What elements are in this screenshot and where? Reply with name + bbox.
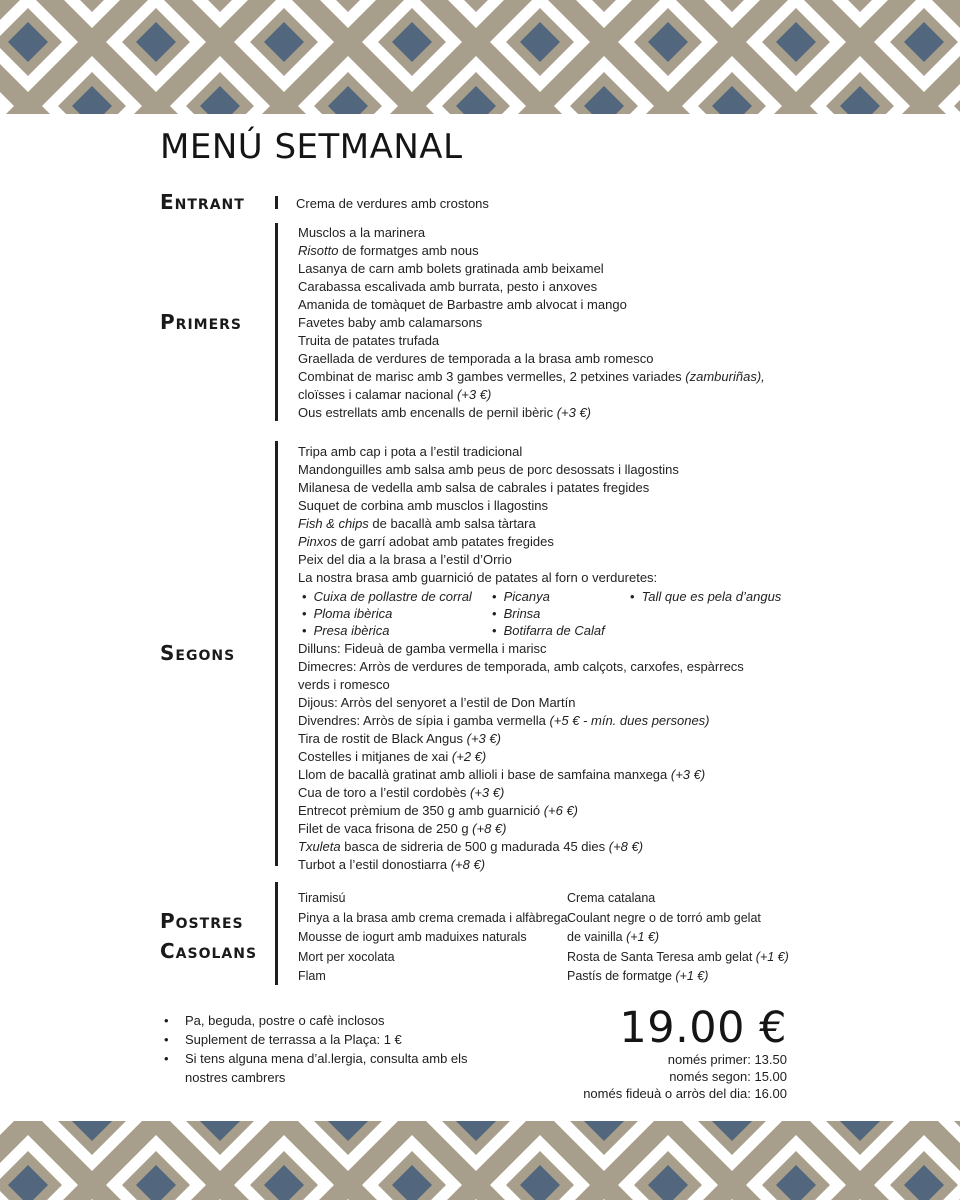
menu-item: Pinxos de garrí adobat amb patates fregides	[298, 534, 554, 549]
section-heading-postres-line2: Casolans	[160, 939, 258, 963]
brasa-option: • Brinsa	[492, 605, 630, 622]
segons-list	[298, 443, 790, 874]
menu-item: Tira de rostit de Black Angus (+3 €)	[298, 731, 501, 746]
menu-item: Costelles i mitjanes de xai (+2 €)	[298, 749, 487, 764]
top-pattern-band	[0, 0, 960, 114]
menu-item: Divendres: Arròs de sípia i gamba vermella (+5 € - mín. dues persones)	[298, 713, 710, 728]
menu-item: Cua de toro a l’estil cordobès (+3 €)	[298, 785, 505, 800]
price-option: només fideuà o arròs del dia: 16.00	[583, 1086, 787, 1101]
menu-item: Mandonguilles amb salsa amb peus de porc desossats i llagostins	[298, 462, 679, 477]
menu-item: Crema de verdures amb crostons	[296, 196, 489, 211]
menu-item: Ous estrellats amb encenalls de pernil ibèric (+3 €)	[298, 405, 592, 420]
menu-item: de vainilla (+1 €)	[567, 930, 660, 944]
price-option: només primer: 13.50	[667, 1052, 787, 1067]
menu-item: Amanida de tomàquet de Barbastre amb alvocat i mango	[298, 297, 627, 312]
brasa-option: • Presa ibèrica	[302, 622, 492, 639]
menu-item: Mousse de iogurt amb maduixes naturals	[298, 930, 527, 944]
menu-item: Lasanya de carn amb bolets gratinada amb beixamel	[298, 261, 604, 276]
menu-item: Fish & chips de bacallà amb salsa tàrtara	[298, 516, 536, 531]
section-divider	[275, 441, 278, 866]
menu-item: Filet de vaca frisona de 250 g (+8 €)	[298, 821, 507, 836]
section-divider	[275, 882, 278, 985]
menu-item: verds i romesco	[298, 677, 390, 692]
section-divider	[275, 196, 278, 209]
menu-item: Musclos a la marinera	[298, 225, 426, 240]
section-divider	[275, 223, 278, 421]
brasa-option: • Ploma ibèrica	[302, 605, 492, 622]
section-heading-primers: Primers	[160, 310, 243, 334]
menu-item: Carabassa escalivada amb burrata, pesto i anxoves	[298, 279, 598, 294]
section-heading-entrant: Entrant	[160, 190, 245, 214]
primers-list	[298, 224, 765, 422]
menu-price: 19.00 €	[619, 1003, 787, 1053]
price-options	[583, 1051, 787, 1102]
geometric-pattern	[0, 1121, 960, 1200]
menu-item: Turbot a l’estil donostiarra (+8 €)	[298, 857, 486, 872]
page-title: MENÚ SETMANAL	[160, 127, 463, 167]
menu-item: Llom de bacallà gratinat amb allioli i base de samfaina manxega (+3 €)	[298, 767, 706, 782]
menu-item: Tiramisú	[298, 891, 346, 905]
menu-item: Dijous: Arròs del senyoret a l’estil de Don Martín	[298, 695, 576, 710]
menu-item: Pinya a la brasa amb crema cremada i alfàbrega	[298, 910, 568, 925]
bottom-pattern-band	[0, 1121, 960, 1200]
menu-item: cloïsses i calamar nacional (+3 €)	[298, 387, 492, 402]
menu-item: Txuleta basca de sidreria de 500 g madurada 45 dies (+8 €)	[298, 839, 644, 854]
brasa-option: • Botifarra de Calaf	[492, 622, 630, 639]
menu-item: Combinat de marisc amb 3 gambes vermelles, 2 petxines variades (zamburiñas),	[298, 369, 765, 384]
brasa-options	[302, 588, 790, 639]
menu-item: Flam	[298, 969, 326, 983]
menu-item: Dilluns: Fideuà de gamba vermella i marisc	[298, 641, 547, 656]
menu-item: Pastís de formatge (+1 €)	[567, 969, 709, 983]
note-item: • Si tens alguna mena d’al.lergia, consulta amb els nostres cambrers	[162, 1049, 502, 1087]
menu-item: Risotto de formatges amb nous	[298, 243, 479, 258]
price-option: només segon: 15.00	[669, 1069, 787, 1084]
menu-item: Tripa amb cap i pota a l’estil tradicional	[298, 444, 523, 459]
menu-item: Graellada de verdures de temporada a la brasa amb romesco	[298, 351, 654, 366]
menu-item: Dimecres: Arròs de verdures de temporada, amb calçots, carxofes, espàrrecs	[298, 659, 744, 674]
postres-column-2	[567, 889, 789, 987]
menu-item: Milanesa de vedella amb salsa de cabrales i patates fregides	[298, 480, 650, 495]
menu-item: Favetes baby amb calamarsons	[298, 315, 483, 330]
menu-item: Coulant negre o de torró amb gelat	[567, 910, 761, 925]
section-heading-segons: Segons	[160, 641, 236, 665]
geometric-pattern	[0, 0, 960, 114]
note-item: • Suplement de terrassa a la Plaça: 1 €	[162, 1030, 502, 1049]
menu-item: Entrecot prèmium de 350 g amb guarnició (+6 €)	[298, 803, 579, 818]
brasa-option: • Tall que es pela d’angus	[630, 588, 790, 605]
postres-column-1	[298, 889, 568, 987]
brasa-option: • Picanya	[492, 588, 630, 605]
section-heading-postres-line1: Postres	[160, 909, 244, 933]
info-notes	[162, 1011, 502, 1087]
note-item: • Pa, beguda, postre o cafè inclosos	[162, 1011, 502, 1030]
menu-item: Mort per xocolata	[298, 949, 395, 964]
menu-item: Suquet de corbina amb musclos i llagostins	[298, 498, 549, 513]
menu-item: Crema catalana	[567, 891, 656, 905]
menu-item: Peix del dia a la brasa a l’estil d’Orrio	[298, 552, 512, 567]
menu-item: Rosta de Santa Teresa amb gelat (+1 €)	[567, 949, 789, 964]
brasa-option: • Cuixa de pollastre de corral	[302, 588, 492, 605]
menu-item: La nostra brasa amb guarnició de patates al forn o verduretes:	[298, 570, 658, 585]
menu-item: Truita de patates trufada	[298, 333, 440, 348]
